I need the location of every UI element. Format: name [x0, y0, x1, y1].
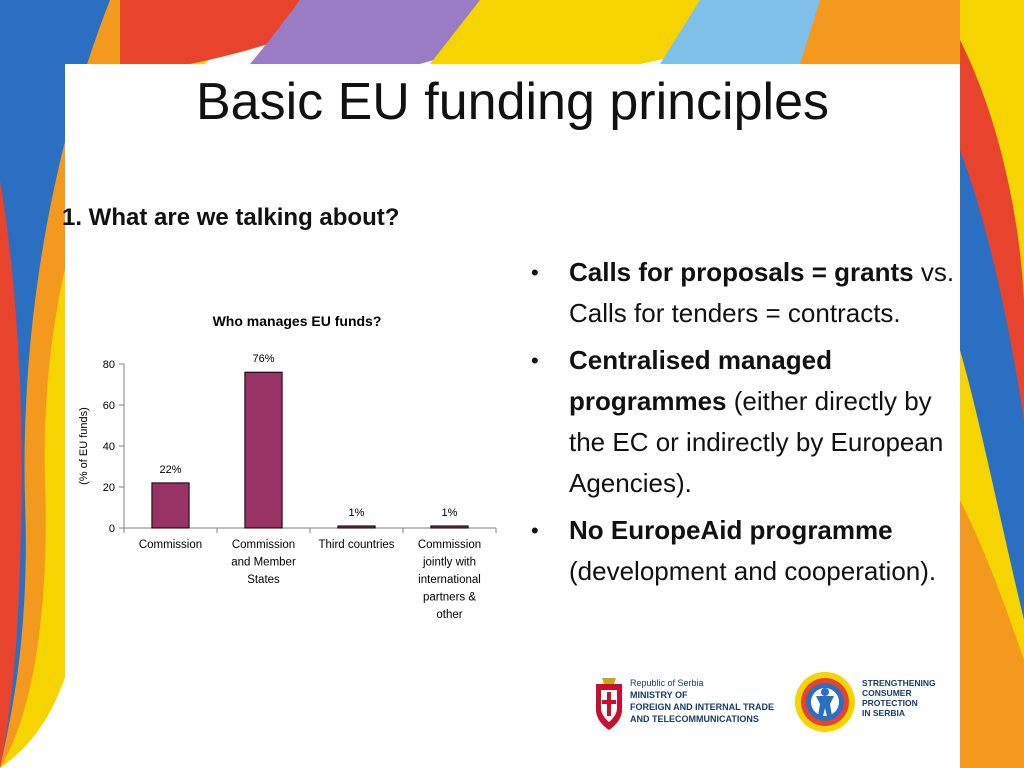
ministry-logo-line1: Republic of Serbia [630, 678, 704, 688]
data-label: 76% [252, 353, 275, 366]
ministry-logo-line2: MINISTRY OF [630, 690, 688, 700]
bullet-bold-text: Calls for proposals = grants [569, 257, 914, 287]
bullet-item [531, 252, 971, 334]
bullet-dot-icon: • [531, 518, 539, 543]
bullet-list [531, 252, 971, 598]
y-axis-label: (% of EU funds) [78, 407, 90, 485]
bullet-item [531, 340, 971, 504]
chart-bar [245, 372, 282, 528]
bullet-dot-icon: • [531, 260, 539, 285]
bullet-item [531, 510, 971, 592]
bullet-text: (development and cooperation). [569, 556, 937, 586]
y-tick-label: 60 [102, 400, 115, 412]
chart-bar [338, 526, 375, 528]
category-label: international [418, 574, 481, 586]
category-label: Commission [138, 539, 203, 551]
category-label: and Member [231, 556, 296, 569]
chart-bar [431, 526, 468, 528]
bullet-text: vs. Calls for tenders = contracts. [569, 257, 955, 328]
y-tick-label: 20 [102, 482, 115, 494]
y-tick-label: 40 [102, 441, 115, 453]
bar-chart [60, 300, 510, 640]
category-label: partners & [422, 591, 477, 604]
bullet-text: (either directly by the EC or indirectly by European Agencies). [569, 386, 944, 498]
category-label: Third countries [318, 539, 395, 551]
serbia-coat-of-arms-icon [596, 678, 622, 730]
data-label: 1% [441, 506, 458, 519]
consumer-protection-logo [792, 662, 972, 742]
category-label: other [436, 609, 463, 621]
consumer-protection-emblem-icon [795, 672, 855, 732]
bullet-dot-icon: • [531, 348, 539, 373]
chart-bar [152, 483, 189, 528]
slide-subtitle: 1. What are we talking about? [62, 204, 400, 231]
ministry-logo-line3: FOREIGN AND INTERNAL TRADE [630, 702, 774, 712]
chart-title: Who manages EU funds? [212, 313, 382, 329]
y-tick-label: 80 [102, 359, 115, 371]
category-label: States [247, 574, 280, 586]
project-logo-line2: CONSUMER [862, 688, 912, 698]
project-logo-line4: IN SERBIA [862, 708, 905, 718]
category-label: jointly with [422, 556, 477, 569]
project-logo-line1: STRENGTHENING [862, 678, 936, 688]
ministry-logo-line4: AND TELECOMMUNICATIONS [630, 714, 759, 724]
category-label: Commission [417, 539, 482, 551]
bullet-bold-text: Centralised managed programmes [569, 345, 832, 416]
category-label: Commission [231, 539, 296, 551]
project-logo-line3: PROTECTION [862, 698, 918, 708]
data-label: 1% [348, 506, 365, 519]
ministry-logo [592, 674, 802, 734]
data-label: 22% [159, 463, 182, 476]
bullet-bold-text: No EuropeAid programme [569, 515, 893, 545]
y-tick-label: 0 [108, 523, 115, 535]
slide-title: Basic EU funding principles [196, 73, 829, 131]
